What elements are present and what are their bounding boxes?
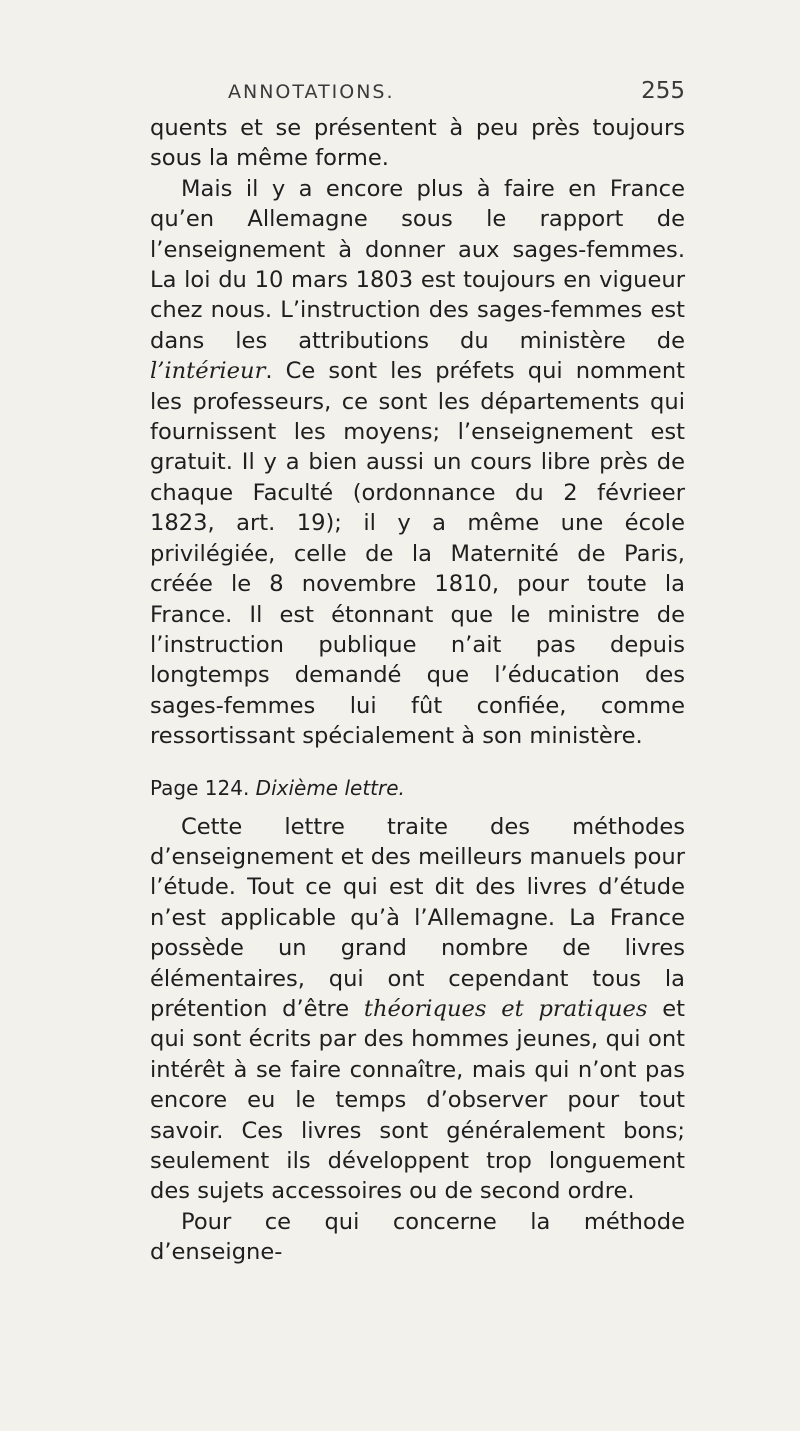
page-header	[150, 78, 685, 108]
paragraph-text: et qui sont écrits par des hommes jeunes, qui ont intérêt à se faire connaître, mais qui n’ont pas encore eu le temps d’observer pour tout savoir. Ces livres sont généralement bons; seulement ils développent trop longuement des sujets accessoires ou de second ordre.	[150, 995, 685, 1205]
section-title: Dixième lettre.	[255, 775, 405, 800]
paragraph-methodes	[150, 812, 685, 1207]
paragraph-text: . Ce sont les préfets qui nomment les professeurs, ce sont les départements qui fournissent les moyens; l’enseignement est gratuit. Il y a bien aussi un cours libre près de chaque Faculté (ordonnance du 2 févrieer 1823, art. 19); il y a même une école privilégiée, celle de la Maternité de Paris, créée le 8 novembre 1810, pour toute la France. Il est étonnant que le ministre de l’instruction publique n’ait pas depuis longtemps demandé que l’éducation des sages-femmes lui fût confiée, comme ressortissant spécialement à son ministère.	[150, 358, 685, 750]
paragraph-text: Pour ce qui concerne la méthode d’enseigne-	[150, 1208, 685, 1266]
paragraph-text: Mais il y a encore plus à faire en France qu’en Allemagne sous le rapport de l’enseignement à donner aux sages-femmes. La loi du 10 mars 1803 est toujours en vigueur chez nous. L’instruction des sages-femmes est dans les attributions du ministère de	[150, 175, 685, 354]
paragraph-continuation	[150, 113, 685, 174]
paragraph-text: quents et se présentent à peu près toujours sous la même forme.	[150, 115, 685, 172]
italic-text: théoriques et pratiques	[363, 995, 648, 1022]
running-head: ANNOTATIONS.	[228, 81, 395, 103]
paragraph-last	[150, 1207, 685, 1268]
paragraph-text: Cette lettre traite des méthodes d’enseignement et des meilleurs manuels pour l’étude. Tout ce qui est dit des livres d’étude n’est applicable qu’à l’Allemagne. La France possède un grand nombre de livres élémentaires, qui ont cependant tous la prétention d’être	[150, 813, 685, 1022]
italic-text: l’intérieur	[150, 358, 266, 385]
section-page-ref: Page 124.	[150, 775, 250, 800]
page-number: 255	[641, 78, 685, 104]
body-text	[150, 113, 685, 1268]
section-heading	[150, 774, 685, 802]
paragraph-sages-femmes	[150, 174, 685, 752]
